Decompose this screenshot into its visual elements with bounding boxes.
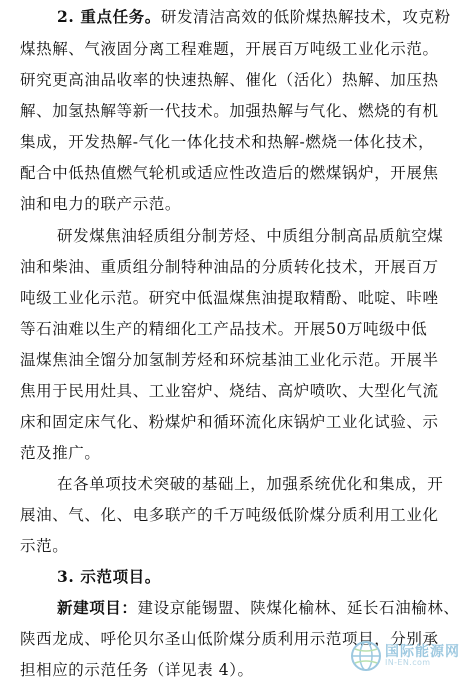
paragraph-line: 研发煤焦油轻质组分制芳烃、中质组分制高品质航空煤 bbox=[57, 227, 444, 245]
paragraph-line: 研究更高油品收率的快速热解、催化（活化）热解、加压热 bbox=[20, 71, 439, 89]
paragraph-line: 煤热解、气液固分离工程难题，开展百万吨级工业化示范。 bbox=[20, 40, 439, 58]
watermark-text: 国际能源网 bbox=[385, 644, 460, 660]
section-3-heading: 3. 示范项目。 bbox=[57, 567, 161, 586]
watermark-logo bbox=[349, 639, 467, 673]
paragraph-line: 解、加氢热解等新一代技术。加强热解与气化、燃烧的有机 bbox=[20, 102, 439, 120]
paragraph-line: 在各单项技术突破的基础上，加强系统优化和集成，开 bbox=[57, 475, 444, 493]
paragraph-line: 吨级工业化示范。研究中低温煤焦油提取精酚、吡啶、咔唑 bbox=[20, 289, 439, 307]
section-2-heading: 2. 重点任务。 bbox=[57, 7, 161, 26]
paragraph-line: 范及推广。 bbox=[20, 444, 101, 462]
paragraph-line: 集成，开发热解-气化一体化技术和热解-燃烧一体化技术， bbox=[20, 133, 435, 151]
section-3-line-1 bbox=[57, 598, 460, 618]
paragraph-line: 示范。 bbox=[20, 537, 69, 555]
paragraph-line: 配合中低热值燃气轮机或适应性改造后的燃煤锅炉，开展焦 bbox=[20, 164, 439, 182]
section-2-line-1 bbox=[57, 7, 451, 27]
paragraph-line: 展油、气、化、电多联产的千万吨级低阶煤分质利用工业化 bbox=[20, 506, 439, 524]
paragraph-line: 床和固定床气化、粉煤炉和循环流化床锅炉工业化试验、示 bbox=[20, 413, 439, 431]
paragraph-line: 担相应的示范任务（详见表 4）。 bbox=[20, 661, 254, 679]
section-3-text: 建设京能锡盟、陕煤化榆林、延长石油榆林、 bbox=[137, 599, 460, 617]
paragraph-line: 焦用于民用灶具、工业窑炉、烧结、高炉喷吹、大型化气流 bbox=[20, 382, 439, 400]
paragraph-line: 油和电力的联产示范。 bbox=[20, 195, 182, 213]
globe-icon bbox=[349, 639, 383, 673]
paragraph-line: 温煤焦油全馏分加氢制芳烃和环烷基油工业化示范。开展半 bbox=[20, 351, 439, 369]
new-projects-label: 新建项目： bbox=[57, 598, 138, 617]
watermark-subtext: IN-EN.com bbox=[385, 658, 431, 667]
section-2-text: 研发清洁高效的低阶煤热解技术，攻克粉 bbox=[160, 8, 451, 26]
paragraph-line: 油和柴油、重质组分制特种油品的分质转化技术，开展百万 bbox=[20, 258, 439, 276]
paragraph-line: 等石油难以生产的精细化工产品技术。开展50万吨级中低 bbox=[20, 320, 428, 338]
paragraph-line: 陕西龙成、呼伦贝尔圣山低阶煤分质利用示范项目，分别承 bbox=[20, 630, 439, 648]
